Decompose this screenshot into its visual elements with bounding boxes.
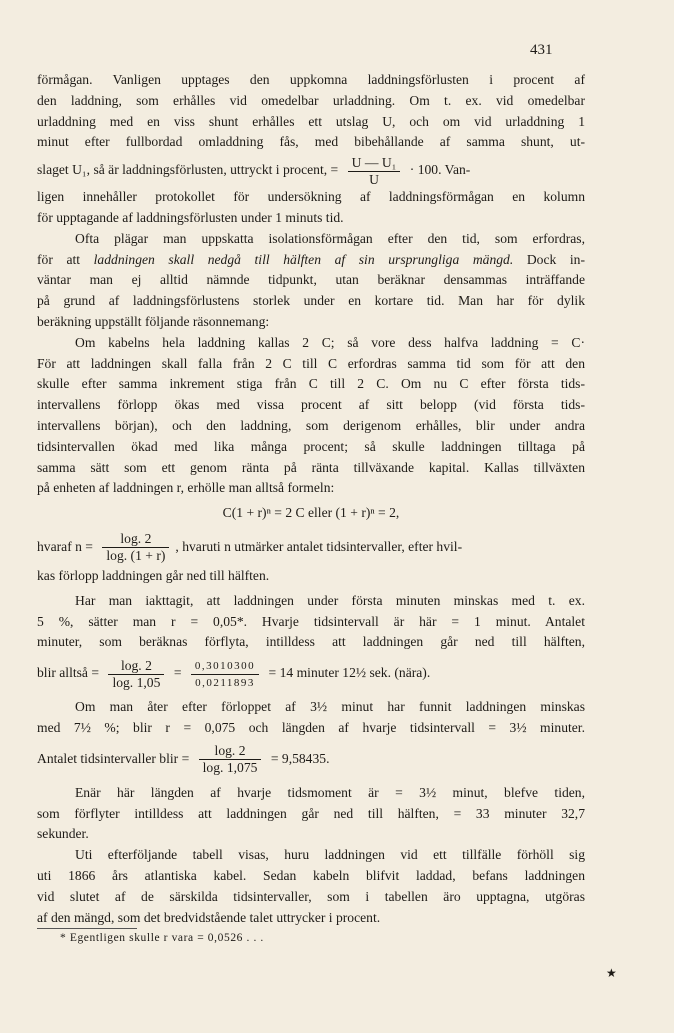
fraction-denominator: log. (1 + r) <box>106 548 166 564</box>
text-line: 5 %, sätter man r = 0,05*. Hvarje tidsintervall är här = 1 minut. Antalet <box>37 613 585 629</box>
text-line: som förflyter intilldess att laddningen går ned till hälften, = 33 minuter 32,7 <box>37 805 585 821</box>
footnote-rule <box>37 928 137 929</box>
italic-phrase: laddningen skall nedgå till hälften af sin ursprungliga mängd. <box>93 251 514 267</box>
text-line: Om kabelns hela laddning kallas 2 C; så vore dess halfva laddning = C· <box>75 334 585 350</box>
text-line <box>37 250 585 271</box>
fraction-numerator: 0,3010300 <box>191 658 259 675</box>
fraction-denominator: log. 1,075 <box>202 760 258 776</box>
fraction-numerator: log. 2 <box>199 743 262 760</box>
text-line: kas förlopp laddningen går ned till hälften. <box>37 567 270 583</box>
text-fragment: slaget U₁, så är laddningsförlusten, uttryckt i procent, = <box>37 162 339 178</box>
formula-growth: C(1 + r)ⁿ = 2 C eller (1 + r)ⁿ = 2, <box>222 505 400 521</box>
text-fragment: hvaraf n = <box>37 538 93 554</box>
text-line: Uti efterföljande tabell visas, huru laddningen vid ett tillfälle förhöll sig <box>75 847 585 863</box>
text-fragment: för att <box>37 251 94 267</box>
text-line: tidsintervallen ökad med lika många procent; så skulle laddningen tilltaga på <box>37 438 585 454</box>
fraction-denominator: 0,0211893 <box>195 676 255 689</box>
formula-intervals <box>37 739 585 779</box>
log-fraction <box>108 658 164 691</box>
fraction-denominator: U <box>369 171 379 187</box>
text-line: den laddning, som erhålles vid omedelbar urladdning. Om t. ex. vid omedelbar <box>37 92 585 108</box>
equals-sign: = <box>173 665 182 681</box>
inline-fraction-line <box>37 153 585 187</box>
text-line: intervallens början), och den laddning, som derigenom erhålles, blir under andra <box>37 417 585 433</box>
body-text <box>37 70 585 928</box>
text-fragment: = 14 minuter 12½ sek. (nära). <box>268 665 431 681</box>
text-line: förmågan. Vanligen upptages den uppkomna laddningsförlusten i procent af <box>37 72 585 87</box>
text-line: samma sätt som ett genom ränta på ränta tillväxande kapital. Kallas tillväxten <box>37 459 585 475</box>
text-fragment: · 100. Van- <box>409 162 471 178</box>
text-line: ligen innehåller protokollet för undersökning af laddningsförmågan en kolumn <box>37 189 585 205</box>
fraction-numerator: U — U₁ <box>348 155 401 172</box>
text-line: uti 1866 års atlantiska kabel. Sedan kabeln blifvit laddad, befans laddningen <box>37 867 585 883</box>
text-fragment: Dock in- <box>513 251 586 267</box>
text-line: Ofta plägar man uppskatta isolationsförmågan efter den tid, som erfordras, <box>75 230 585 246</box>
text-line: väntar man ej alltid nämnde tidpunkt, utan beräknar densammas inträffande <box>37 272 585 288</box>
text-fragment: = 9,58435. <box>270 750 330 766</box>
corner-mark: ★ <box>606 966 617 980</box>
text-line: af den mängd, som det bredvidstående talet uttrycker i procent. <box>37 909 381 925</box>
text-line: intervallens förlopp ökas med vissa procent af sitt belopp (vid första tids- <box>37 397 585 413</box>
text-fragment: blir alltså = <box>37 665 100 681</box>
text-line: Enär här längden af hvarje tidsmoment är = 3½ minut, blefve tiden, <box>75 784 585 800</box>
text-line: minuter, som beräknas förflyta, intilldess att laddningen går ned till hälften, <box>37 634 585 650</box>
text-line: För att laddningen skall falla från 2 C till C erfordras samma tid som för att den <box>37 355 585 371</box>
log-fraction <box>199 743 262 776</box>
text-line: sekunder. <box>37 826 89 842</box>
text-fragment: Antalet tidsintervaller blir = <box>37 750 190 766</box>
text-line: urladdning med en viss shunt erhålles ett utslag U, och om vid urladdning 1 <box>37 113 585 129</box>
fraction-numerator: log. 2 <box>108 658 164 675</box>
page-number: 431 <box>530 42 553 58</box>
text-line: Har man iakttagit, att laddningen under första minuten minskas med t. ex. <box>75 592 585 608</box>
log-fraction <box>102 531 169 564</box>
text-line: med 7½ %; blir r = 0,075 och längden af hvarje tidsintervall = 3½ minuter. <box>37 719 585 735</box>
text-line: skulle efter samma inkrement stiga från C till 2 C. Om nu C efter första tids- <box>37 376 585 392</box>
text-line: vid slutet af de särskilda tidsintervaller, som i tabellen äro upptagna, utgöras <box>37 888 585 904</box>
text-line: för upptagande af laddningsförlusten under 1 minuts tid. <box>37 209 344 225</box>
text-line: beräkning uppställt följande räsonnemang: <box>37 313 270 329</box>
fraction-numerator: log. 2 <box>102 531 169 548</box>
loss-fraction <box>348 155 401 188</box>
footnote: * Egentligen skulle r vara = 0,0526 . . . <box>60 932 264 944</box>
text-line: Om man åter efter förloppet af 3½ minut har funnit laddningen minskas <box>75 699 585 715</box>
value-fraction <box>191 658 259 691</box>
formula-hvaraf <box>37 528 585 566</box>
formula-minutes <box>37 653 585 693</box>
text-fragment: , hvaruti n utmärker antalet tidsintervaller, efter hvil- <box>175 538 463 554</box>
text-line: på grund af laddningsförlustens storlek under en kortare tid. Man har för dylik <box>37 293 585 309</box>
fraction-denominator: log. 1,05 <box>112 674 161 690</box>
text-line: på enheten af laddningen r, erhölle man alltså formeln: <box>37 480 335 496</box>
text-line: minut efter fullbordad omladdning fås, med bibehållande af samma shunt, ut- <box>37 134 585 150</box>
